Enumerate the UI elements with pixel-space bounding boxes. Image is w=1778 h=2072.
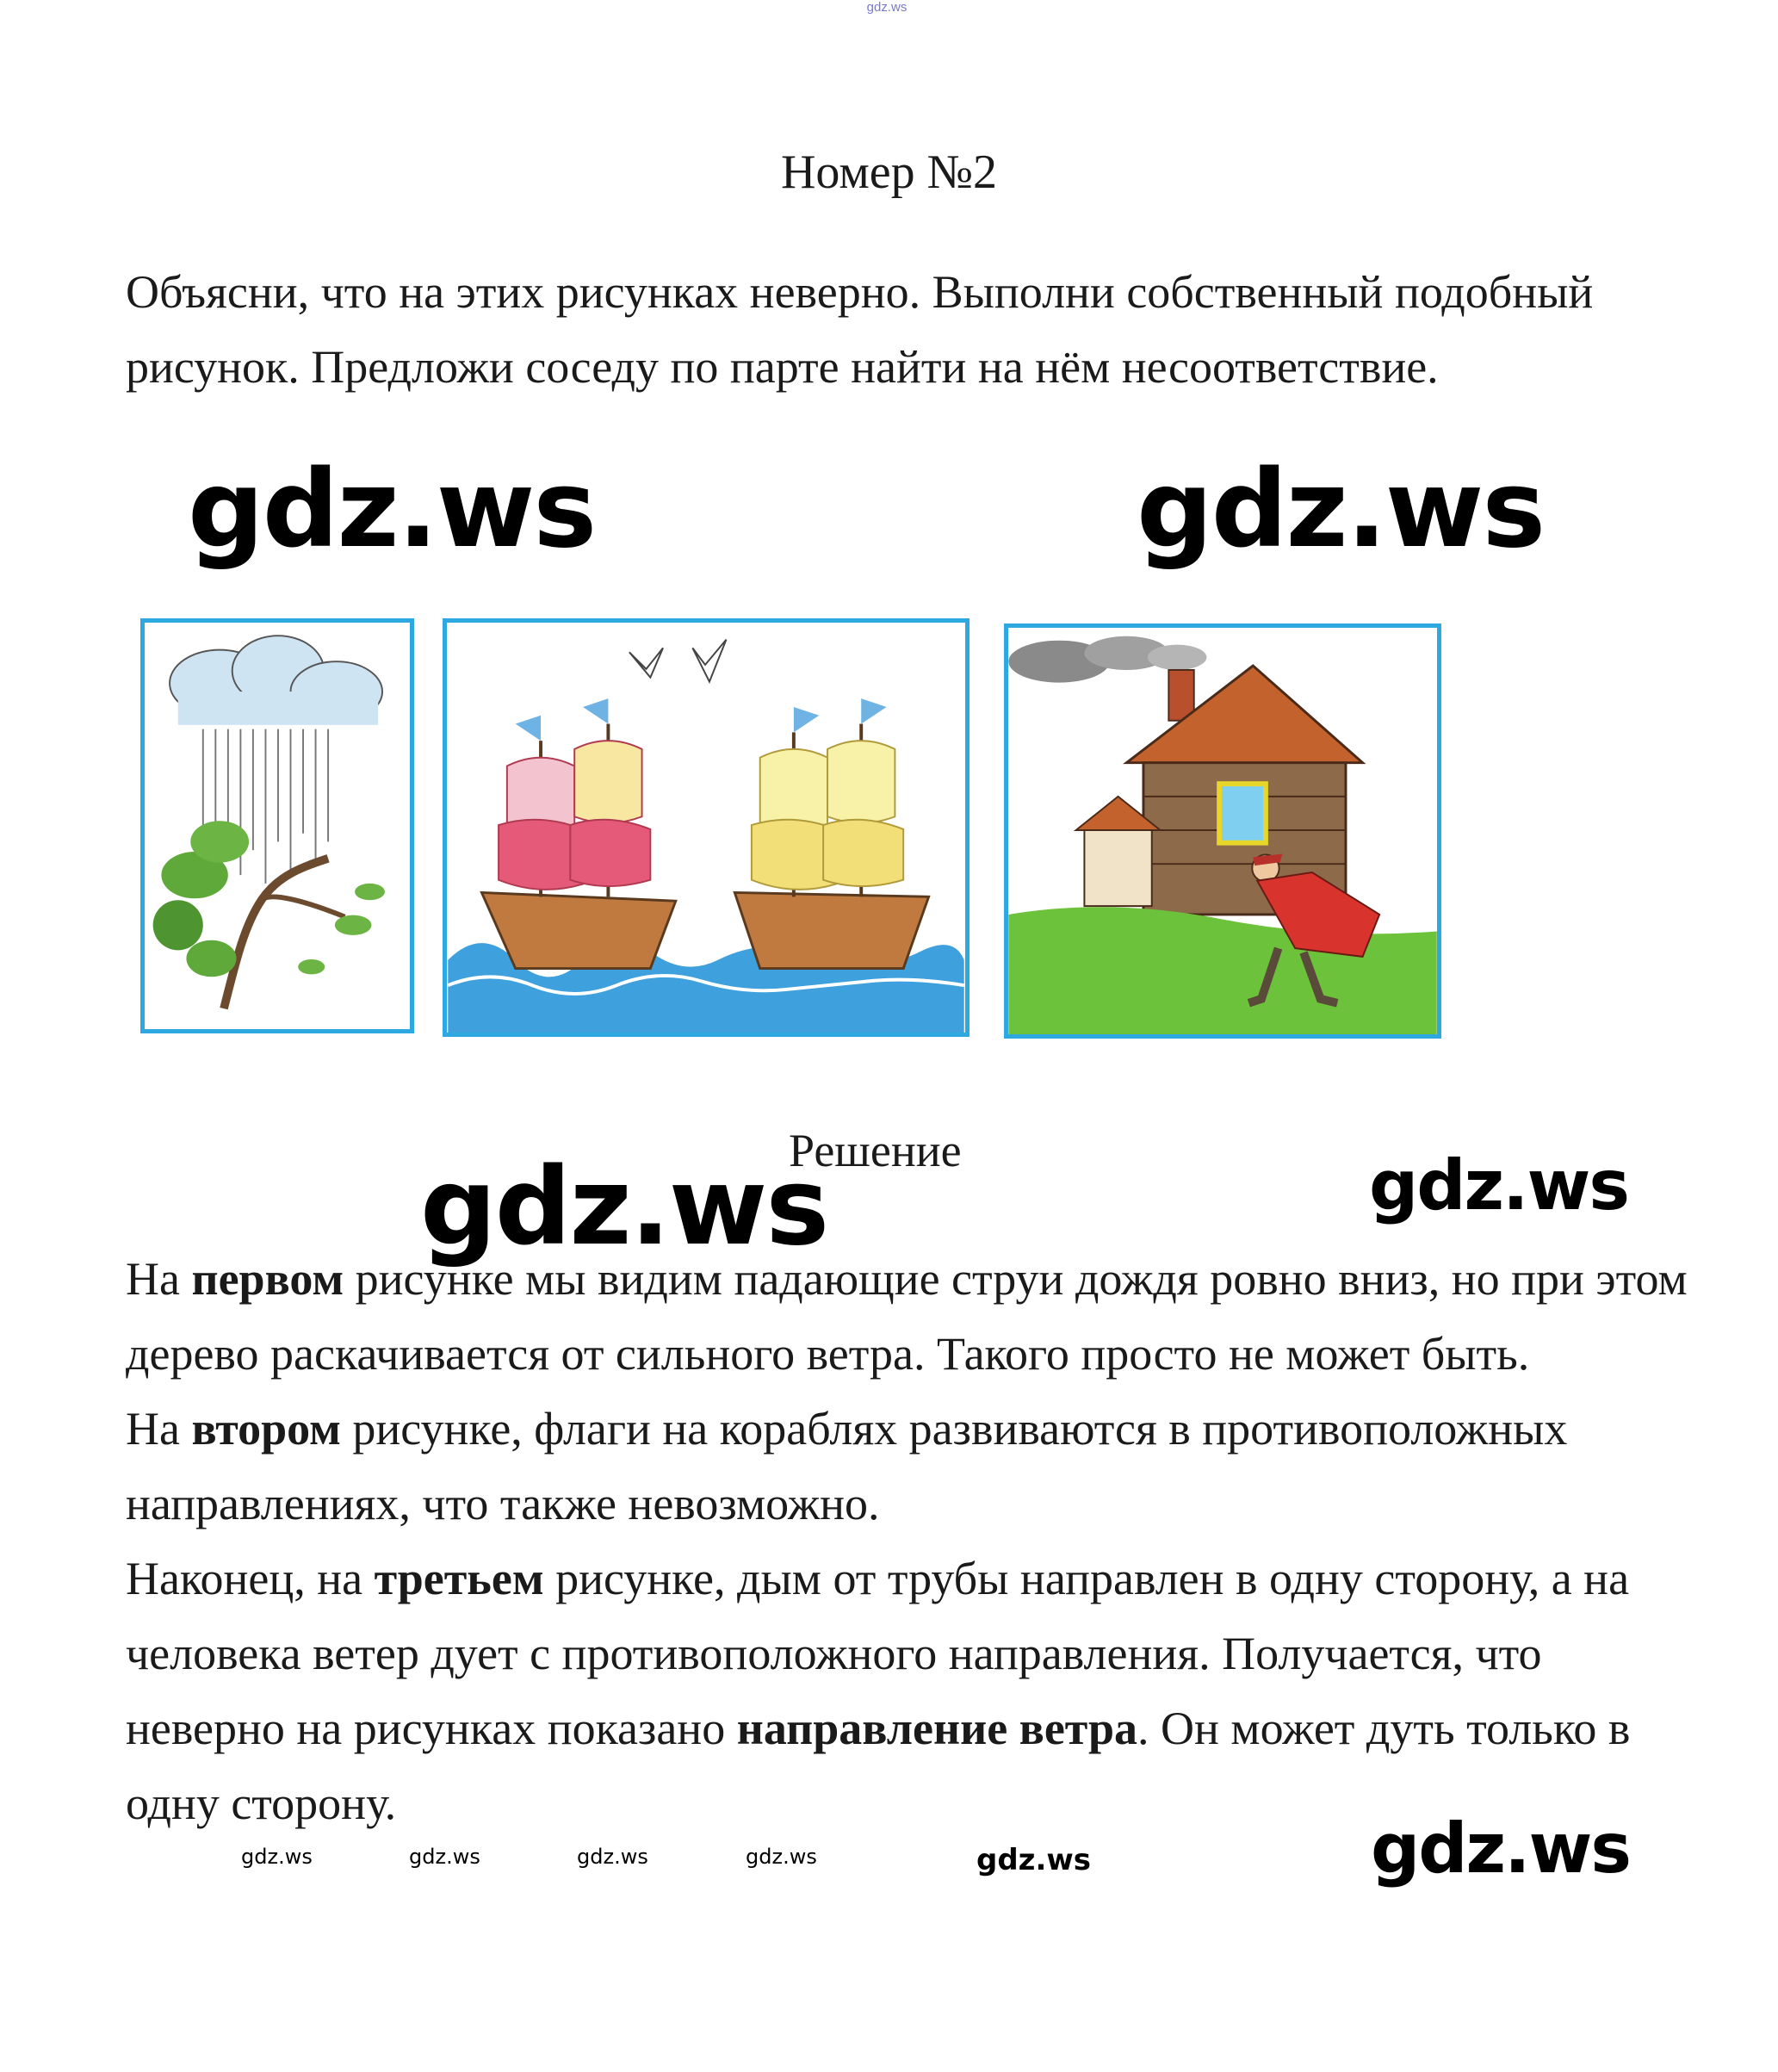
text-run: . Он может дуть только в одну сторону. — [126, 1703, 1631, 1829]
watermark: gdz.ws — [577, 1845, 648, 1869]
text-run: рисунке, флаги на кораблях развиваются в противоположных направлениях, что также невозможно. — [126, 1403, 1568, 1529]
ship-left-icon — [481, 698, 675, 968]
watermark: gdz.ws — [976, 1843, 1092, 1877]
tree-icon — [153, 821, 385, 1008]
page-title: Номер №2 — [780, 146, 998, 199]
picture-ships — [443, 618, 970, 1037]
watermark: gdz.ws — [420, 1145, 828, 1269]
text-run: На — [126, 1253, 192, 1305]
bold-wind-direction: направление ветра — [736, 1703, 1138, 1754]
watermark: gdz.ws — [1137, 448, 1545, 572]
text-run: рисунке мы видим падающие струи дождя ровно вниз, но при этом дерево раскачивается от сильного ветра. Такого просто не может быть. — [126, 1253, 1688, 1380]
seagull-icon — [629, 640, 727, 682]
bold-first: первом — [191, 1253, 344, 1305]
picture-rain-tree — [140, 618, 414, 1033]
watermark: gdz.ws — [1369, 1145, 1629, 1225]
picture-house-man — [1004, 623, 1441, 1039]
watermark: gdz.ws — [241, 1845, 313, 1869]
cloud-icon — [170, 636, 382, 725]
watermark: gdz.ws — [746, 1845, 817, 1869]
watermark: gdz.ws — [409, 1845, 480, 1869]
top-watermark: gdz.ws — [866, 0, 908, 15]
ship-right-icon — [734, 698, 928, 968]
solution-paragraph-1 — [126, 1242, 1693, 1392]
solution-text-block — [126, 1242, 1693, 1841]
bold-second: втором — [191, 1403, 341, 1455]
text-run: Наконец, на — [126, 1553, 375, 1604]
solution-paragraph-2 — [126, 1392, 1693, 1542]
watermark: gdz.ws — [188, 448, 596, 572]
ships-illustration — [447, 623, 965, 1033]
rain-tree-illustration — [145, 623, 410, 1029]
house-man-illustration — [1008, 628, 1437, 1034]
bold-third: третьем — [374, 1553, 544, 1604]
text-run: рисунке, дым от трубы направлен в одну сторону, а на человека ветер дует с противоположного направления. Получается, что неверно на рисунках показано — [126, 1553, 1630, 1754]
watermark: gdz.ws — [1371, 1808, 1631, 1889]
solution-paragraph-3 — [126, 1542, 1693, 1841]
solution-label: Решение — [789, 1125, 962, 1176]
text-run: На — [126, 1403, 192, 1455]
task-text-block — [126, 255, 1693, 405]
task-text: Объясни, что на этих рисунках неверно. Выполни собственный подобный рисунок. Предложи соседу по парте найти на нём несоответствие. — [126, 266, 1594, 393]
